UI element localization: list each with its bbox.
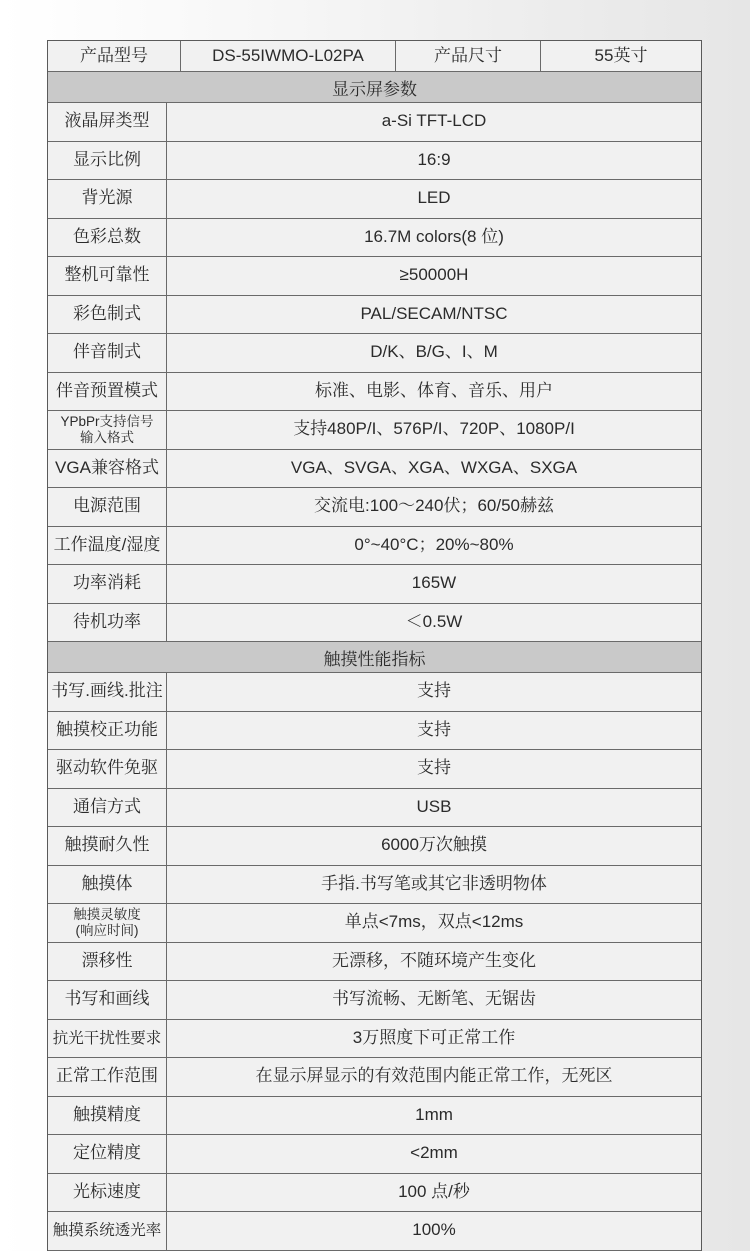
- size-value: 55英寸: [594, 45, 648, 65]
- model-label: 产品型号: [48, 41, 181, 71]
- table-row: [48, 1212, 701, 1251]
- row-label: 整机可靠性: [48, 257, 167, 295]
- table-row: [48, 712, 701, 751]
- row-value: <2mm: [410, 1143, 458, 1163]
- spec-table: [47, 40, 702, 1251]
- row-value: 无漂移，不随环境产生变化: [332, 950, 536, 970]
- row-label-line: 输入格式: [80, 429, 134, 445]
- model-value: DS-55IWMO-L02PA: [181, 41, 396, 71]
- table-row: [48, 219, 701, 258]
- table-row: [48, 257, 701, 296]
- row-label: 光标速度: [48, 1174, 167, 1212]
- row-label: 触摸耐久性: [48, 827, 167, 865]
- row-value: ≥50000H: [399, 265, 469, 285]
- row-value: 交流电:100～240伏；60/50赫兹: [314, 496, 554, 516]
- table-row: [48, 981, 701, 1020]
- row-value: LED: [417, 188, 451, 208]
- table-row: [48, 142, 701, 181]
- table-row: [48, 411, 701, 450]
- row-value: D/K、B/G、I、M: [370, 342, 498, 362]
- row-label: 漂移性: [48, 943, 167, 981]
- row-label: 定位精度: [48, 1135, 167, 1173]
- row-label: 电源范围: [48, 488, 167, 526]
- table-row: [48, 373, 701, 412]
- row-label: 伴音制式: [48, 334, 167, 372]
- table-row: [48, 450, 701, 489]
- table-row: [48, 789, 701, 828]
- row-label: 工作温度/湿度: [48, 527, 167, 565]
- row-label: [48, 904, 167, 942]
- row-label: 伴音预置模式: [48, 373, 167, 411]
- table-row: [48, 866, 701, 905]
- row-value: VGA、SVGA、XGA、WXGA、SXGA: [290, 457, 578, 477]
- row-value: a-Si TFT-LCD: [381, 111, 487, 131]
- row-label: 触摸校正功能: [48, 712, 167, 750]
- row-value: 100 点/秒: [398, 1181, 470, 1201]
- table-row: [48, 565, 701, 604]
- table-row: [48, 904, 701, 943]
- row-label: 书写和画线: [48, 981, 167, 1019]
- row-label: 触摸体: [48, 866, 167, 904]
- row-label: 抗光干扰性要求: [48, 1020, 167, 1058]
- row-label: 待机功率: [48, 604, 167, 642]
- row-label: 显示比例: [48, 142, 167, 180]
- row-value: 0°~40°C；20%~80%: [354, 534, 514, 554]
- table-row: [48, 527, 701, 566]
- row-value: 标准、电影、体育、音乐、用户: [315, 380, 553, 400]
- table-row: [48, 180, 701, 219]
- table-row: [48, 673, 701, 712]
- row-label: 功率消耗: [48, 565, 167, 603]
- row-label: 触摸精度: [48, 1097, 167, 1135]
- row-label: 背光源: [48, 180, 167, 218]
- row-value: 165W: [411, 573, 457, 593]
- row-value: 支持: [417, 681, 451, 701]
- row-label: 正常工作范围: [48, 1058, 167, 1096]
- table-row: [48, 296, 701, 335]
- row-value: 16:9: [417, 149, 451, 169]
- row-value: 1mm: [415, 1104, 453, 1124]
- table-row: [48, 1174, 701, 1213]
- table-row: [48, 488, 701, 527]
- table-row: [48, 1020, 701, 1059]
- row-value: PAL/SECAM/NTSC: [360, 303, 508, 323]
- table-row: [48, 1097, 701, 1136]
- table-row: [48, 103, 701, 142]
- row-value: USB: [416, 796, 452, 816]
- row-value: 3万照度下可正常工作: [352, 1027, 516, 1047]
- row-label: VGA兼容格式: [48, 450, 167, 488]
- row-value: 单点<7ms，双点<12ms: [344, 912, 524, 932]
- row-value: 6000万次触摸: [381, 835, 487, 855]
- section-title-display: 显示屏参数: [48, 72, 701, 103]
- row-label: 书写.画线.批注: [48, 673, 167, 711]
- table-row: [48, 334, 701, 373]
- table-row: [48, 750, 701, 789]
- table-row: [48, 604, 701, 643]
- table-row: [48, 943, 701, 982]
- row-value: ＜0.5W: [405, 611, 463, 631]
- table-row: [48, 1058, 701, 1097]
- row-value: 支持: [417, 758, 451, 778]
- table-row: [48, 1135, 701, 1174]
- row-label: 彩色制式: [48, 296, 167, 334]
- size-label: 产品尺寸: [396, 41, 541, 71]
- row-value: 在显示屏显示的有效范围内能正常工作，无死区: [255, 1066, 613, 1086]
- row-value: 支持: [417, 719, 451, 739]
- row-label: 色彩总数: [48, 219, 167, 257]
- row-value: 手指.书写笔或其它非透明物体: [321, 873, 547, 893]
- row-label: 驱动软件免驱: [48, 750, 167, 788]
- header-row: [48, 41, 701, 72]
- row-label: 触摸系统透光率: [48, 1212, 167, 1250]
- table-row: [48, 827, 701, 866]
- row-value: 书写流畅、无断笔、无锯齿: [332, 989, 536, 1009]
- row-label: 通信方式: [48, 789, 167, 827]
- row-value: 16.7M colors(8 位): [364, 226, 504, 246]
- row-label-line: (响应时间): [75, 922, 139, 938]
- row-label: 液晶屏类型: [48, 103, 167, 141]
- section-title-touch: 触摸性能指标: [48, 642, 701, 673]
- row-label: [48, 411, 167, 449]
- row-value: 100%: [412, 1220, 456, 1240]
- row-value: 支持480P/I、576P/I、720P、1080P/I: [293, 419, 575, 439]
- row-label-line: 触摸灵敏度: [73, 907, 141, 923]
- row-label-line: YPbPr支持信号: [60, 414, 154, 430]
